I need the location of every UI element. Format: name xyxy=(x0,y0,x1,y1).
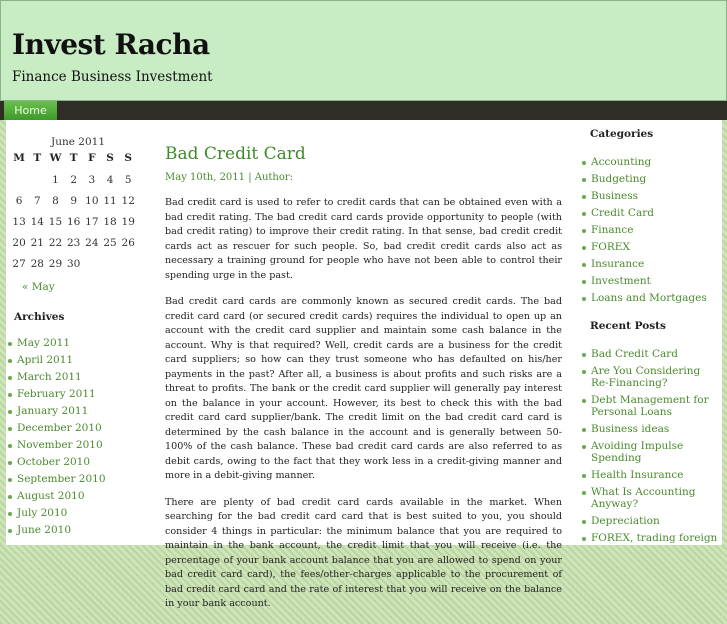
calendar-day: 10 xyxy=(85,195,99,207)
recent-post-link[interactable]: Health Insurance xyxy=(580,469,720,486)
calendar-week xyxy=(10,258,140,272)
site-title[interactable]: Invest Racha xyxy=(12,28,210,61)
calendar-day: 11 xyxy=(103,195,117,207)
calendar-day: 25 xyxy=(103,237,117,249)
calendar-week xyxy=(10,216,140,230)
calendar-day xyxy=(101,258,119,272)
calendar-day: 29 xyxy=(48,258,63,270)
nav-bar xyxy=(0,101,727,120)
archive-link[interactable]: October 2010 xyxy=(6,456,106,473)
calendar-day: 15 xyxy=(48,216,63,228)
calendar-day: 18 xyxy=(103,216,117,228)
calendar-day: 5 xyxy=(124,174,132,186)
archives-heading: Archives xyxy=(14,311,65,323)
recent-posts-list xyxy=(580,348,720,549)
calendar-day: 30 xyxy=(66,258,81,270)
recent-post-link[interactable]: What Is Accounting Anyway? xyxy=(580,486,720,515)
right-sidebar xyxy=(580,120,722,545)
calendar-day: 17 xyxy=(85,216,99,228)
site-tagline: Finance Business Investment xyxy=(12,69,213,85)
recent-post-link[interactable]: FOREX, trading foreign xyxy=(580,532,720,549)
calendar-week xyxy=(10,174,140,188)
calendar-week xyxy=(10,195,140,209)
archives-list xyxy=(6,337,106,541)
calendar-caption: June 2011 xyxy=(51,136,106,148)
post-body xyxy=(165,196,562,624)
calendar-day: 12 xyxy=(121,195,135,207)
calendar-day: 27 xyxy=(12,258,26,270)
archive-link[interactable]: July 2010 xyxy=(6,507,106,524)
calendar-day xyxy=(83,258,101,272)
archive-link[interactable]: September 2010 xyxy=(6,473,106,490)
recent-post-link[interactable]: Avoiding Impulse Spending xyxy=(580,440,720,469)
archive-link[interactable]: January 2011 xyxy=(6,405,106,422)
calendar-day: 24 xyxy=(85,237,99,249)
calendar-day: 19 xyxy=(121,216,135,228)
archive-link[interactable]: November 2010 xyxy=(6,439,106,456)
recent-post-link[interactable]: Are You Considering Re-Financing? xyxy=(580,365,720,394)
calendar-day: 23 xyxy=(66,237,81,249)
calendar-week xyxy=(10,237,140,251)
calendar-day: 26 xyxy=(121,237,135,249)
category-link[interactable]: Insurance xyxy=(580,258,707,275)
categories-heading: Categories xyxy=(590,128,654,140)
category-link[interactable]: Accounting xyxy=(580,156,707,173)
category-link[interactable]: Budgeting xyxy=(580,173,707,190)
weekday: S xyxy=(124,152,133,164)
nav-home-link[interactable]: Home xyxy=(4,101,57,120)
calendar-day: 7 xyxy=(33,195,41,207)
page-body xyxy=(6,120,722,609)
weekday: W xyxy=(49,152,62,164)
calendar-day xyxy=(28,174,46,188)
category-link[interactable]: Credit Card xyxy=(580,207,707,224)
category-link[interactable]: Loans and Mortgages xyxy=(580,292,707,309)
categories-list xyxy=(580,156,707,309)
calendar-day: 8 xyxy=(52,195,59,207)
calendar-day xyxy=(119,258,137,272)
post-content xyxy=(165,120,562,609)
calendar-day xyxy=(10,174,28,188)
post-paragraph: There are plenty of bad credit card cards available in the market. When searching for the bad credit card card that is best suited to you, you should consider 4 things in particular: the minimum balance that you are required to maintain in the bank account, the credit limit that you will receive (i.e. the percentage of your bank account balance that you are allowed to spend on your bad credit card card), the fees/other-charges applicable to the procurement of bad credit card card and the rate of interest that you will receive on the balance in your bank account. xyxy=(165,496,562,609)
calendar-day: 6 xyxy=(15,195,23,207)
post-paragraph: Bad credit card cards are commonly known as secured credit cards. The bad credit card card (or secured credit cards) requires the individual to open up an account with the credit card supplier and maintain some cash balance in the account. Why is that required? Well, credit cards are a business for the credit card suppliers; so how can they trust someone who has defaulted on his/her payments in the past? After all, a business is about profits and such risks are a threat to profits. The bank or the credit card supplier will generally pay interest on the balance in your account. However, its best to check this with the bad credit card card supplier/bank. The credit limit on the bad credit card card is determined by the cash balance in the account and is generally between 50-100% of the cash balance. These bad credit card cards are also referred to as debit cards, owing to the fact that they work less in a credit-giving manner and more in a debit-giving manner. xyxy=(165,296,562,481)
recent-post-link[interactable]: Depreciation xyxy=(580,515,720,532)
category-link[interactable]: Business xyxy=(580,190,707,207)
post-title[interactable]: Bad Credit Card xyxy=(165,144,306,164)
archive-link[interactable]: February 2011 xyxy=(6,388,106,405)
archive-link[interactable]: May 2011 xyxy=(6,337,106,354)
weekday: T xyxy=(33,152,42,164)
recent-posts-heading: Recent Posts xyxy=(590,320,666,332)
calendar-day: 22 xyxy=(48,237,63,249)
archive-link[interactable]: April 2011 xyxy=(6,354,106,371)
archive-link[interactable]: August 2010 xyxy=(6,490,106,507)
calendar-day: 4 xyxy=(106,174,114,186)
recent-post-link[interactable]: Debt Management for Personal Loans xyxy=(580,394,720,423)
category-link[interactable]: Finance xyxy=(580,224,707,241)
calendar-weekdays xyxy=(10,152,140,166)
archive-link[interactable]: December 2010 xyxy=(6,422,106,439)
left-sidebar xyxy=(6,120,151,545)
weekday: M xyxy=(13,152,25,164)
calendar-day: 20 xyxy=(12,237,26,249)
category-link[interactable]: FOREX xyxy=(580,241,707,258)
calendar-day: 3 xyxy=(88,174,96,186)
calendar-prev-month-link[interactable]: « May xyxy=(22,281,55,293)
calendar-day: 1 xyxy=(52,174,59,186)
calendar-day: 9 xyxy=(70,195,77,207)
calendar-day: 13 xyxy=(12,216,26,228)
weekday: S xyxy=(106,152,114,164)
recent-post-link[interactable]: Business ideas xyxy=(580,423,720,440)
calendar-day: 28 xyxy=(30,258,44,270)
category-link[interactable]: Investment xyxy=(580,275,707,292)
weekday: T xyxy=(69,152,78,164)
calendar-day: 16 xyxy=(66,216,81,228)
calendar-day: 14 xyxy=(30,216,44,228)
calendar-day: 21 xyxy=(30,237,44,249)
post-meta: May 10th, 2011 | Author: xyxy=(165,172,294,183)
site-header xyxy=(0,0,727,101)
weekday: F xyxy=(88,152,96,164)
archive-link[interactable]: March 2011 xyxy=(6,371,106,388)
post-paragraph: Bad credit card is used to refer to credit cards that can be obtained even with a bad credit rating. The bad credit card cards provide opportunity to people (with bad credit rating) to improve their credit rating. In that sense, bad credit credit cards act as rescuer for such people. So, bad credit credit cards also act as necessary a training ground for people who have not been able to control their spending urge in the past. xyxy=(165,197,562,281)
recent-post-link[interactable]: Bad Credit Card xyxy=(580,348,720,365)
archive-link[interactable]: June 2010 xyxy=(6,524,106,541)
calendar-day: 2 xyxy=(70,174,77,186)
